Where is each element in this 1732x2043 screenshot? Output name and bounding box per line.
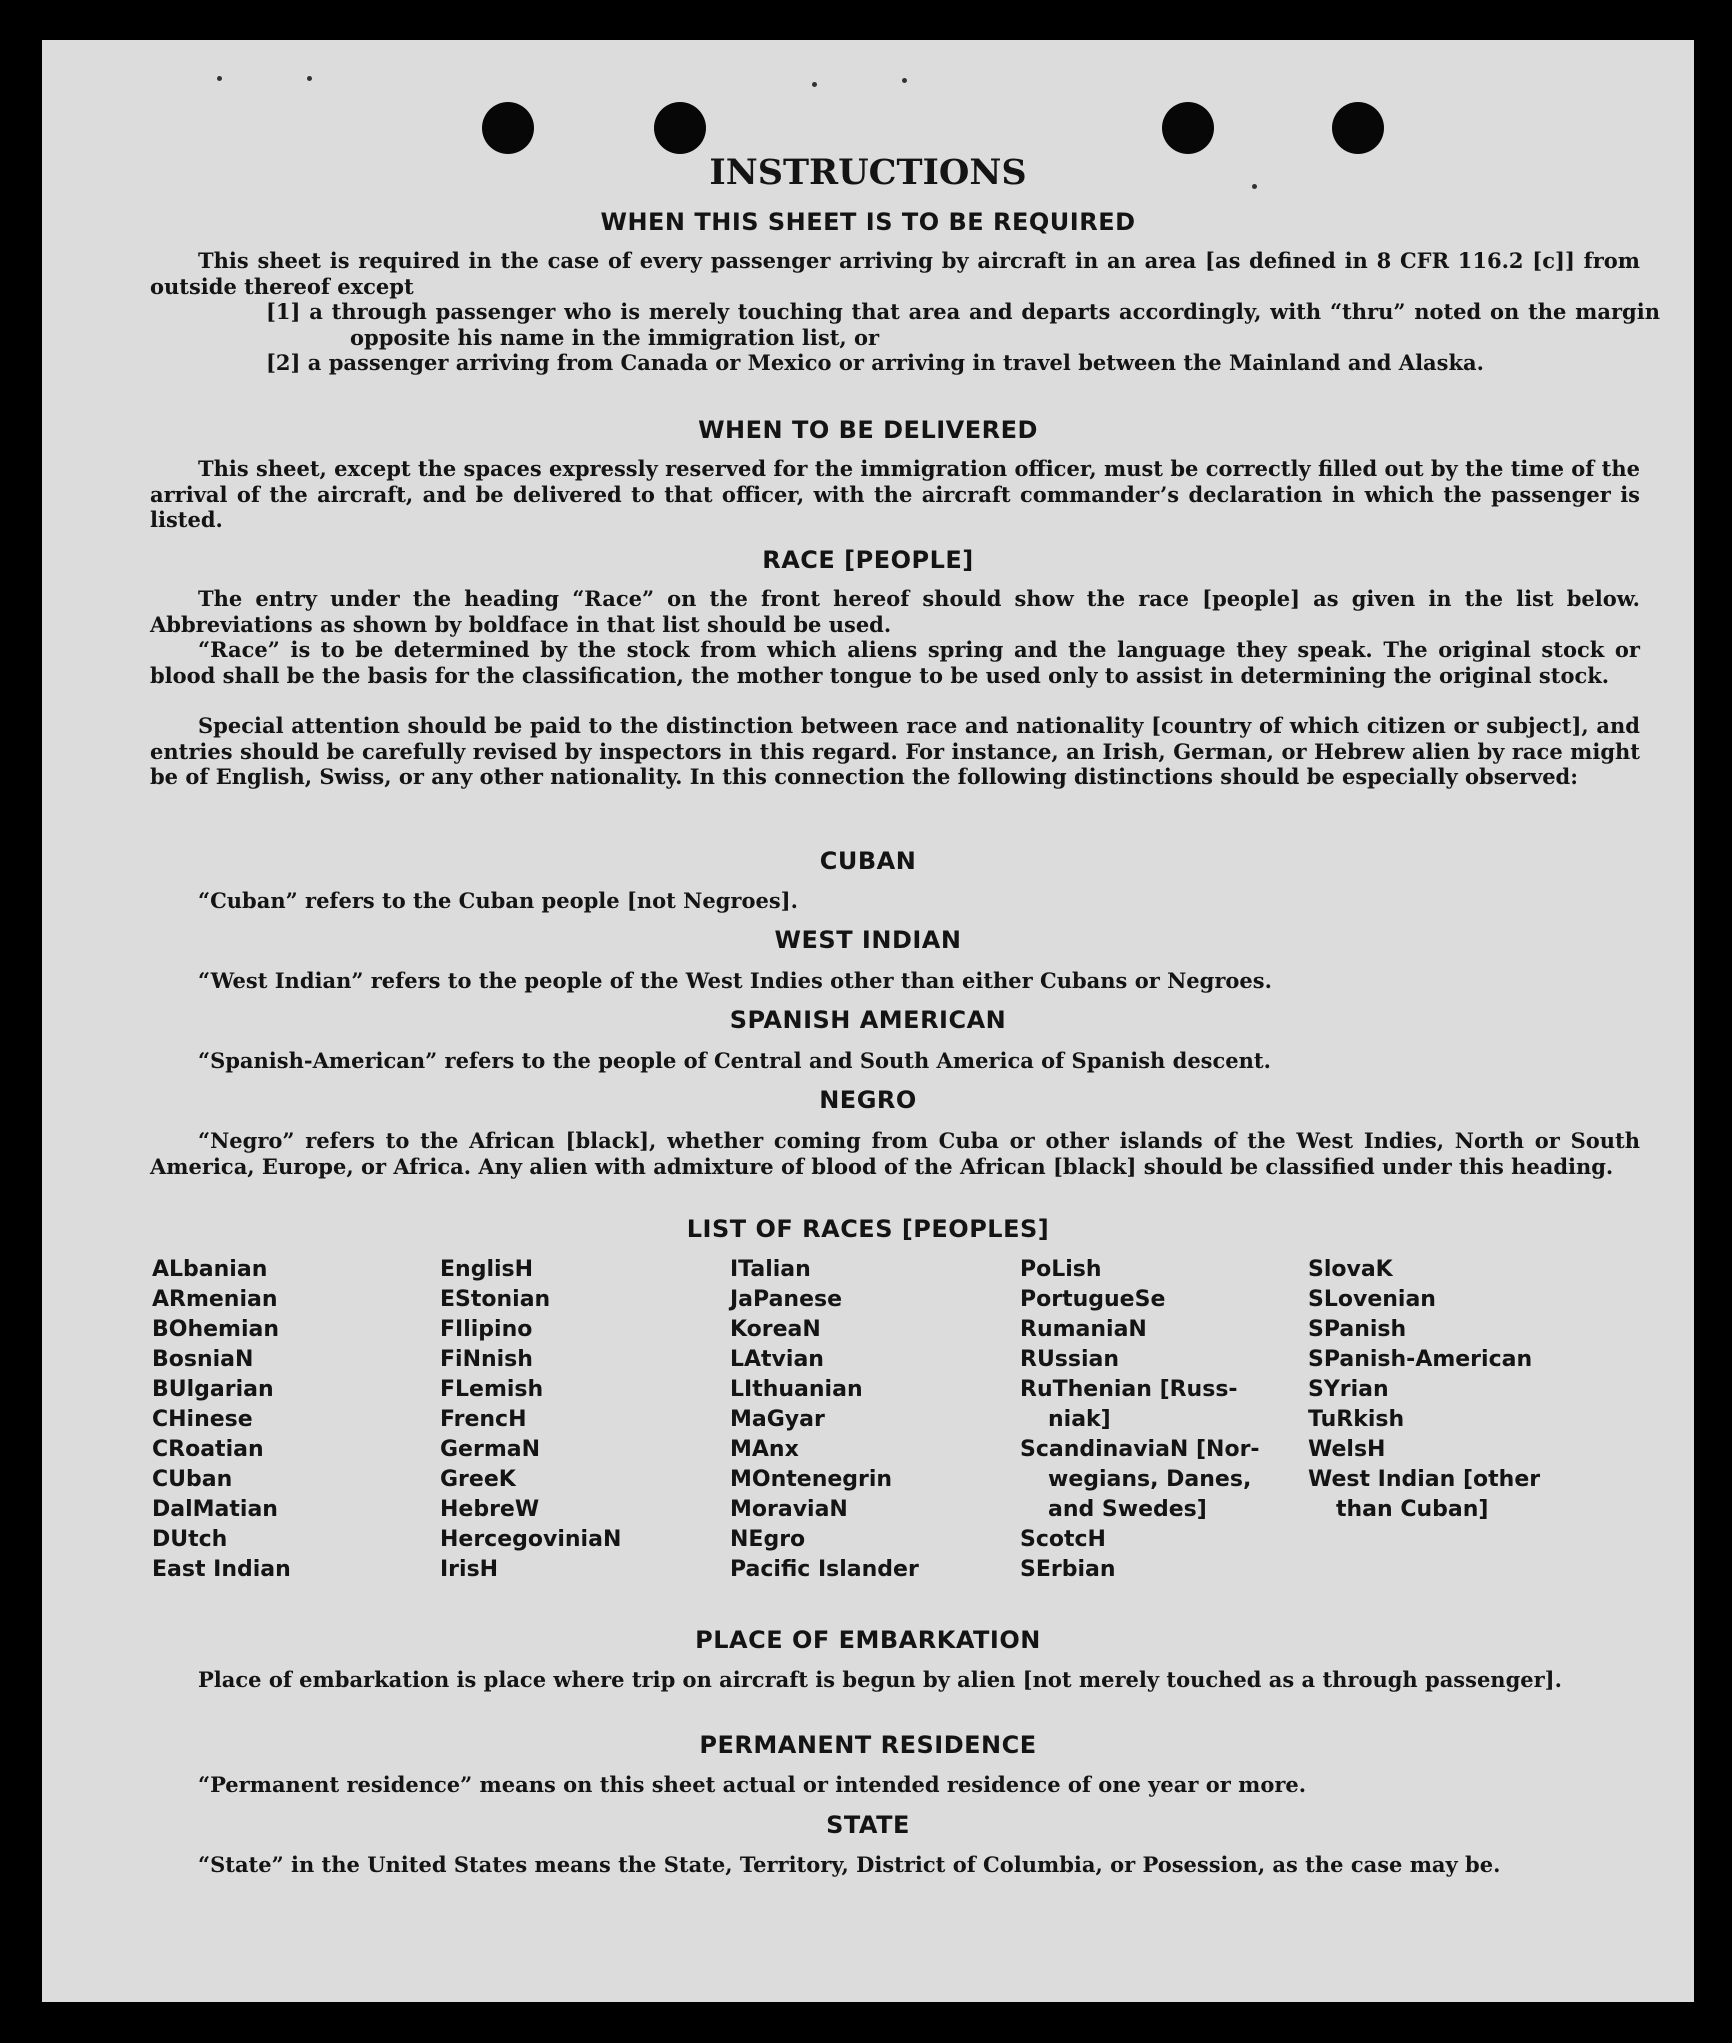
race-item: MaGyar [730, 1407, 825, 1432]
page-title: INSTRUCTIONS [709, 152, 1027, 193]
race-item: CRoatian [152, 1437, 264, 1462]
race-item: SlovaK [1308, 1257, 1393, 1282]
race-item: SErbian [1020, 1557, 1116, 1582]
speck [217, 76, 222, 81]
race-item: MOntenegrin [730, 1467, 893, 1492]
speck [902, 78, 907, 83]
race-item: DalMatian [152, 1497, 278, 1522]
punch-hole [1332, 102, 1384, 154]
required-item-2: [2] a passenger arriving from Canada or Mexico or arriving in travel between the Mainland and Alaska. [266, 350, 1484, 375]
speck [307, 76, 312, 81]
required-item-1: [1] a through passenger who is merely touching that area and departs accordingly, with “thru” noted on the margin opposite his name in the immigration list, or [266, 299, 1660, 350]
race-column-3 [730, 1255, 919, 1585]
heading-place-of-embarkation: PLACE OF EMBARKATION [695, 1626, 1041, 1654]
race-paragraph-3: Special attention should be paid to the distinction between race and nationality [country of which citizen or subject], and entries should be carefully revised by inspectors in this regard. For instance, an Irish, German, or Hebrew alien by race might be of English, Swiss, or any other nationality. In this connection the following distinctions should be especially observed: [150, 713, 1640, 789]
race-item: SPanish [1308, 1317, 1407, 1342]
race-item: FLemish [440, 1377, 544, 1402]
race-item: FiNnish [440, 1347, 533, 1372]
race-item: than Cuban] [1336, 1497, 1489, 1522]
race-item: EnglisH [440, 1257, 534, 1282]
race-item: MAnx [730, 1437, 799, 1462]
race-item: RUssian [1020, 1347, 1120, 1372]
race-item: HercegoviniaN [440, 1527, 622, 1552]
punch-hole [482, 102, 534, 154]
heading-race: RACE [PEOPLE] [762, 546, 974, 574]
race-item: Pacific Islander [730, 1557, 919, 1582]
race-item: GreeK [440, 1467, 516, 1492]
heading-permanent-residence: PERMANENT RESIDENCE [699, 1731, 1037, 1759]
punch-hole [654, 102, 706, 154]
spanish-american-text: “Spanish-American” refers to the people of Central and South America of Spanish descent. [198, 1048, 1271, 1073]
race-item: ScandinaviaN [Nor- [1020, 1437, 1260, 1462]
race-item: JaPanese [730, 1287, 843, 1312]
state-text: “State” in the United States means the State, Territory, District of Columbia, or Posession, as the case may be. [198, 1852, 1501, 1877]
race-item: BUlgarian [152, 1377, 274, 1402]
west-indian-text: “West Indian” refers to the people of the West Indies other than either Cubans or Negroes. [198, 968, 1272, 993]
race-item: LAtvian [730, 1347, 824, 1372]
heading-negro: NEGRO [819, 1086, 917, 1114]
race-item: CHinese [152, 1407, 253, 1432]
race-item: SLovenian [1308, 1287, 1436, 1312]
race-item: TuRkish [1308, 1407, 1405, 1432]
delivered-text: This sheet, except the spaces expressly reserved for the immigration officer, must be correctly filled out by the time of the arrival of the aircraft, and be delivered to that officer, with the aircraft commander’s declaration in which the passenger is listed. [150, 456, 1640, 532]
heading-spanish-american: SPANISH AMERICAN [729, 1006, 1007, 1034]
race-item: KoreaN [730, 1317, 821, 1342]
speck [812, 82, 817, 87]
race-item: PoLish [1020, 1257, 1102, 1282]
heading-cuban: CUBAN [819, 847, 917, 875]
race-paragraph-1: The entry under the heading “Race” on the front hereof should show the race [people] as given in the list below. Abbreviations as shown by boldface in that list should be used. [150, 586, 1640, 637]
race-item: IrisH [440, 1557, 499, 1582]
race-item: BosniaN [152, 1347, 254, 1372]
race-column-5 [1308, 1255, 1540, 1525]
heading-west-indian: WEST INDIAN [774, 926, 962, 954]
race-column-1 [152, 1255, 291, 1585]
race-item: ALbanian [152, 1257, 268, 1282]
race-item: DUtch [152, 1527, 228, 1552]
race-item: ITalian [730, 1257, 811, 1282]
race-item: niak] [1048, 1407, 1111, 1432]
race-item: SYrian [1308, 1377, 1389, 1402]
race-item: wegians, Danes, [1048, 1467, 1252, 1492]
race-column-2 [440, 1255, 621, 1585]
race-item: RuThenian [Russ- [1020, 1377, 1238, 1402]
residence-text: “Permanent residence” means on this sheet actual or intended residence of one year or more. [198, 1772, 1307, 1797]
heading-list-of-races: LIST OF RACES [PEOPLES] [686, 1215, 1050, 1243]
heading-when-delivered: WHEN TO BE DELIVERED [698, 416, 1038, 444]
race-item: WelsH [1308, 1437, 1386, 1462]
race-item: FIlipino [440, 1317, 533, 1342]
race-item: East Indian [152, 1557, 291, 1582]
race-item: ARmenian [152, 1287, 278, 1312]
negro-text: “Negro” refers to the African [black], whether coming from Cuba or other islands of the West Indies, North or South America, Europe, or Africa. Any alien with admixture of blood of the African [black] should be classified under this heading. [150, 1128, 1640, 1179]
heading-state: STATE [826, 1811, 910, 1839]
race-item: GermaN [440, 1437, 541, 1462]
race-item: CUban [152, 1467, 233, 1492]
embarkation-text: Place of embarkation is place where trip on aircraft is begun by alien [not merely touched as a through passenger]. [198, 1667, 1562, 1692]
race-column-4 [1020, 1255, 1260, 1585]
race-item: RumaniaN [1020, 1317, 1147, 1342]
race-item: FrencH [440, 1407, 527, 1432]
race-item: BOhemian [152, 1317, 280, 1342]
race-paragraph-2: “Race” is to be determined by the stock from which aliens spring and the language they speak. The original stock or blood shall be the basis for the classification, the mother tongue to be used only to assist in determining the original stock. [150, 637, 1640, 688]
race-item: ScotcH [1020, 1527, 1106, 1552]
race-item: EStonian [440, 1287, 551, 1312]
required-intro: This sheet is required in the case of every passenger arriving by aircraft in an area [as defined in 8 CFR 116.2 [c]] from outside thereof except [150, 248, 1640, 299]
race-item: and Swedes] [1048, 1497, 1207, 1522]
race-item: West Indian [other [1308, 1467, 1541, 1492]
heading-when-required: WHEN THIS SHEET IS TO BE REQUIRED [600, 208, 1136, 236]
cuban-text: “Cuban” refers to the Cuban people [not Negroes]. [198, 888, 798, 913]
race-item: MoraviaN [730, 1497, 848, 1522]
document-page [42, 40, 1694, 2002]
race-item: PortugueSe [1020, 1287, 1166, 1312]
race-item: NEgro [730, 1527, 806, 1552]
punch-hole [1162, 102, 1214, 154]
race-item: HebreW [440, 1497, 540, 1522]
race-item: LIthuanian [730, 1377, 863, 1402]
race-item: SPanish-American [1308, 1347, 1533, 1372]
